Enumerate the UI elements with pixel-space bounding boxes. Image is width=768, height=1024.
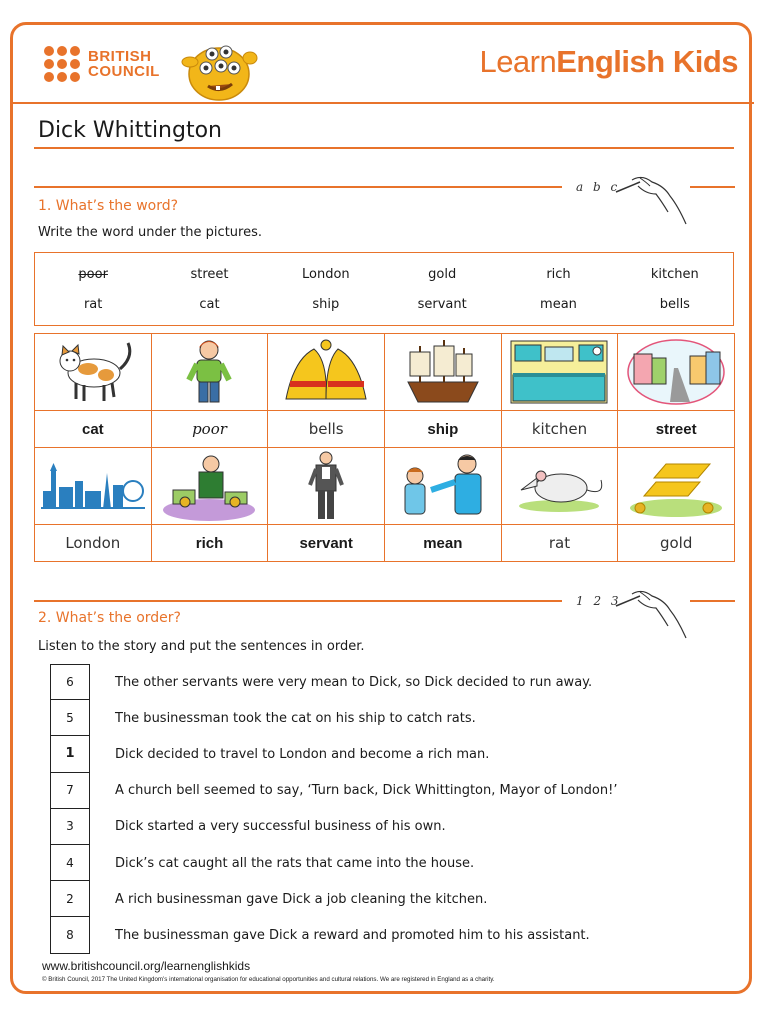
word-bank-item: street [190,266,229,282]
rat-icon [509,456,609,516]
order-table [50,664,617,954]
title-divider [34,147,734,149]
word-bank-item: kitchen [650,266,699,282]
order-row [50,736,617,772]
order-sentence: Dick started a very successful business of his own. [115,819,446,835]
mean-icon [393,450,493,522]
street-icon [626,338,726,406]
section2-rule-left [34,600,562,602]
order-number-box[interactable]: 7 [50,773,90,809]
lek-logo-bold: English Kids [556,44,738,79]
order-row [50,664,617,700]
picture-answer: mean [385,525,502,562]
word-bank-item: poor [78,266,108,282]
kitchen-icon [509,339,609,405]
lek-logo-light: Learn [479,44,557,79]
picture-answer: cat [35,411,152,448]
picture-answer: street [618,411,735,448]
order-sentence: The businessman took the cat on his ship to catch rats. [115,710,476,726]
mean-picture [385,448,502,525]
picture-answer: poor [152,411,269,448]
footer-url-link[interactable]: www.britishcouncil.org/learnenglishkids [42,959,251,973]
picture-answer: London [35,525,152,562]
word-bank-item: mean [540,296,577,312]
order-sentence: Dick decided to travel to London and become a rich man. [115,746,490,762]
section1-rule-right [690,186,735,188]
monster-mascot-icon [176,34,262,104]
cat-icon [48,337,138,407]
order-sentence: The other servants were very mean to Dick, so Dick decided to run away. [115,674,593,690]
footer-copyright: © British Council, 2017 The United Kingdom’s international organisation for educational opportunities and cultural relations. We are registered in England as a charity. [42,976,495,983]
header-divider [12,102,754,104]
section1-rule-left [34,186,562,188]
word-bank-item: rich [546,266,571,282]
word-bank-item: London [302,266,350,282]
word-bank-item: ship [312,296,340,312]
picture-answer: kitchen [502,411,619,448]
bc-logo-line1: BRITISH [88,48,152,65]
ship-icon [398,336,488,408]
kitchen-picture [502,334,619,411]
picture-answer: gold [618,525,735,562]
street-picture [618,334,735,411]
ship-picture [385,334,502,411]
gold-picture [618,448,735,525]
servant-picture [268,448,385,525]
gold-icon [626,452,726,520]
order-row [50,773,617,809]
section2-rule-right [690,600,735,602]
writing-hand-icon [612,172,690,230]
word-bank-item: gold [428,266,457,282]
bc-logo-line2: COUNCIL [88,63,160,80]
picture-answer: servant [268,525,385,562]
cat-picture [35,334,152,411]
word-bank-item: rat [83,296,103,312]
british-council-dots-icon [44,46,80,82]
section2-instruction: Listen to the story and put the sentences in order. [38,639,365,654]
rat-picture [502,448,619,525]
london-skyline-icon [41,461,145,511]
section1-title: 1. What’s the word? [38,198,179,214]
word-bank-item: servant [417,296,467,312]
british-council-logo [44,46,160,82]
london-skyline-picture [35,448,152,525]
order-number-box[interactable]: 3 [50,809,90,845]
bells-icon [276,337,376,407]
picture-grid [34,333,735,562]
poor-boy-icon [179,336,239,408]
bells-picture [268,334,385,411]
rich-man-picture [152,448,269,525]
word-bank [34,252,734,326]
order-sentence: The businessman gave Dick a reward and promoted him to his assistant. [115,927,590,943]
writing-hand-icon [612,586,690,644]
order-sentence: Dick’s cat caught all the rats that came into the house. [115,855,475,871]
order-number-box[interactable]: 2 [50,881,90,917]
order-row [50,917,617,953]
word-bank-item: bells [659,296,690,312]
order-number-box[interactable]: 4 [50,845,90,881]
picture-answer: bells [268,411,385,448]
order-number-box[interactable]: 8 [50,917,90,953]
order-number-box[interactable]: 6 [50,664,90,700]
order-row [50,700,617,736]
rich-man-icon [159,450,259,522]
poor-boy-picture [152,334,269,411]
section2-title: 2. What’s the order? [38,610,181,626]
order-row [50,845,617,881]
order-row [50,809,617,845]
order-number-box[interactable]: 1 [50,736,90,772]
learnenglish-kids-logo [479,44,738,80]
word-bank-item: cat [199,296,220,312]
order-number-box[interactable]: 5 [50,700,90,736]
section2-hand-letters: 1 2 3 [576,594,622,608]
picture-answer: ship [385,411,502,448]
picture-answer: rich [152,525,269,562]
order-row [50,881,617,917]
order-sentence: A church bell seemed to say, ‘Turn back, Dick Whittington, Mayor of London!’ [115,783,618,799]
order-sentence: A rich businessman gave Dick a job cleaning the kitchen. [115,891,488,907]
section1-hand-letters: a b c [576,180,621,194]
picture-answer: rat [502,525,619,562]
page-title: Dick Whittington [38,118,222,143]
servant-icon [306,449,346,523]
section1-instruction: Write the word under the pictures. [38,225,262,240]
